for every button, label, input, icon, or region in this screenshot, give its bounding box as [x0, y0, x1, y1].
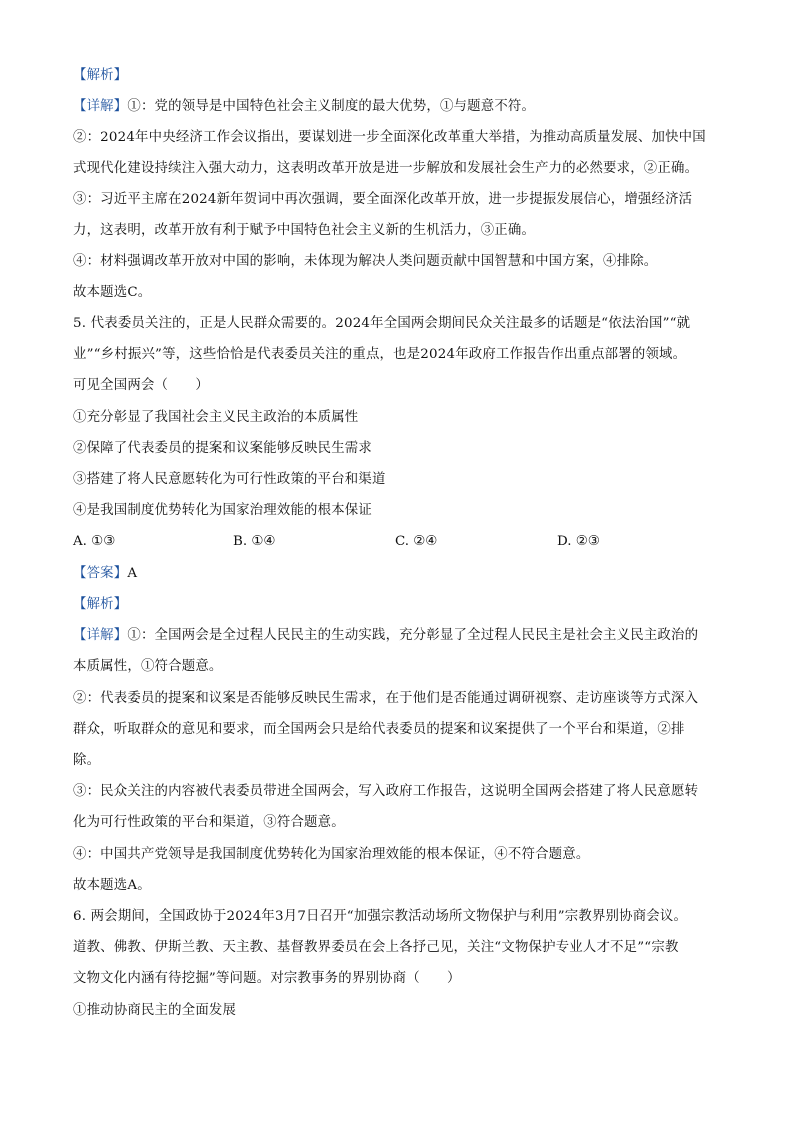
- q5-detail-line-6: ③：民众关注的内容被代表委员带进全国两会，写入政府工作报告，这说明全国两会搭建了将人民意愿转: [73, 784, 699, 799]
- q5-stem-line-3: 可见全国两会（ ）: [73, 378, 209, 393]
- q5-statement-1: ①充分彰显了我国社会主义民主政治的本质属性: [73, 410, 359, 425]
- q4-conclusion: 故本题选C。: [73, 285, 152, 300]
- q4-detail-line-4: ③：习近平主席在2024新年贺词中再次强调，要全面深化改革开放，进一步提振发展信心，增强经济活: [73, 192, 693, 207]
- q4-detail-line-3: 式现代化建设持续注入强大动力，这表明改革开放是进一步解放和发展社会生产力的必然要求，②正确。: [73, 161, 699, 176]
- q5-detail-line-3: ②：代表委员的提案和议案是否能够反映民生需求，在于他们是否能通过调研视察、走访座谈等方式深入: [73, 691, 699, 706]
- q6-statement-1: ①推动协商民主的全面发展: [73, 1003, 237, 1018]
- q5-statement-4: ④是我国制度优势转化为国家治理效能的根本保证: [73, 503, 372, 518]
- q4-detail-line-2: ②：2024年中央经济工作会议指出，要谋划进一步全面深化改革重大举措，为推动高质量发展、加快中国: [73, 130, 706, 145]
- q6-stem-line-3: 文物文化内涵有待挖掘”等问题。对宗教事务的界别协商（ ）: [73, 971, 461, 986]
- q5-conclusion: 故本题选A。: [73, 878, 151, 893]
- q4-detail-line-6: ④：材料强调改革开放对中国的影响，未体现为解决人类问题贡献中国智慧和中国方案，④排除。: [73, 254, 658, 269]
- q5-option-a: A. ①③: [73, 534, 116, 549]
- q5-detail-line-4: 群众，听取群众的意见和要求，而全国两会只是给代表委员的提案和议案提供了一个平台和渠道，②排: [73, 722, 685, 737]
- q5-statement-2: ②保障了代表委员的提案和议案能够反映民生需求: [73, 441, 372, 456]
- q5-detail-line-2: 本质属性，①符合题意。: [73, 659, 223, 674]
- q5-jiexi-tag: 【解析】: [73, 597, 128, 612]
- xiangjie-tag: 【详解】: [73, 99, 128, 114]
- answer-tag: 【答案】: [73, 566, 128, 581]
- q4-detail-line-1: 【详解】①：党的领导是中国特色社会主义制度的最大优势，①与题意不符。: [73, 99, 536, 114]
- q5-stem-line-1: 5. 代表委员关注的，正是人民群众需要的。2024年全国两会期间民众关注最多的话题是“依法治国”“就: [73, 316, 691, 331]
- q5-detail-line-5: 除。: [73, 753, 101, 768]
- q5-option-b: B. ①④: [233, 534, 276, 549]
- q5-option-d: D. ②③: [557, 534, 600, 549]
- answer-value: A: [127, 566, 138, 581]
- q5-detail-line-8: ④：中国共产党领导是我国制度优势转化为国家治理效能的根本保证，④不符合题意。: [73, 847, 590, 862]
- q4-detail-line-5: 力，这表明，改革开放有利于赋予中国特色社会主义新的生机活力，③正确。: [73, 223, 536, 238]
- q5-option-c: C. ②④: [395, 534, 438, 549]
- q6-stem-line-2: 道教、佛教、伊斯兰教、天主教、基督教界委员在会上各抒己见，关注“文物保护专业人才不足”“宗教: [73, 940, 679, 955]
- q5-stem-line-2: 业”“乡村振兴”等，这些恰恰是代表委员关注的重点，也是2024年政府工作报告作出重点部署的领域。: [73, 347, 687, 362]
- jiexi-tag: 【解析】: [73, 68, 128, 83]
- q5-statement-3: ③搭建了将人民意愿转化为可行性政策的平台和渠道: [73, 472, 386, 487]
- q5-detail-line-7: 化为可行性政策的平台和渠道，③符合题意。: [73, 815, 345, 830]
- q5-detail-line-1: 【详解】①：全国两会是全过程人民民主的生动实践，充分彰显了全过程人民民主是社会主义民主政治的: [73, 628, 699, 643]
- q5-answer: [73, 564, 733, 584]
- xiangjie-tag: 【详解】: [73, 628, 128, 643]
- q6-stem-line-1: 6. 两会期间，全国政协于2024年3月7日召开“加强宗教活动场所文物保护与利用”宗教界别协商会议。: [73, 909, 688, 924]
